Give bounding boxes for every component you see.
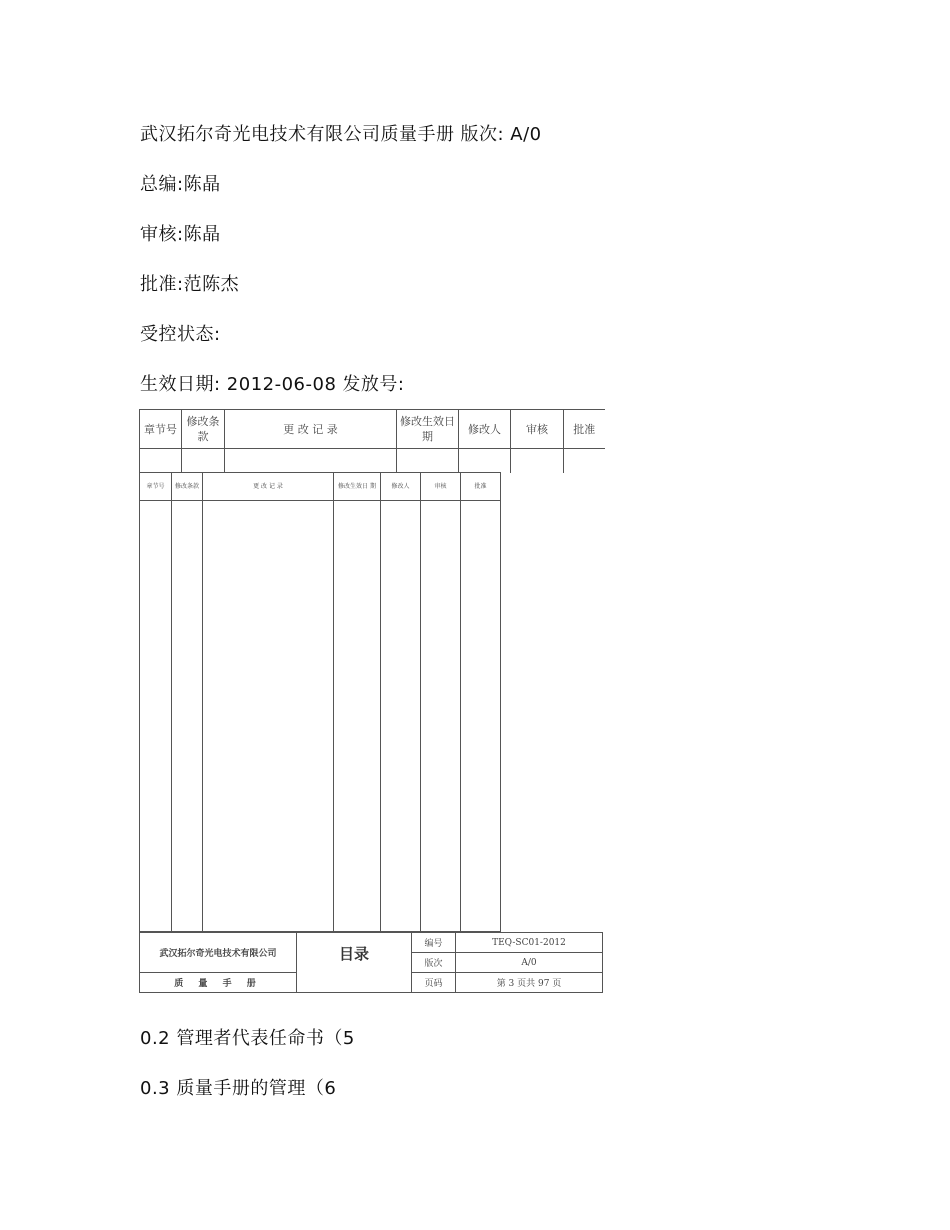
table-header-row bbox=[140, 473, 501, 501]
header-effective-date: 修改生效日 期 bbox=[334, 473, 381, 501]
document-control-block bbox=[139, 932, 603, 993]
version-label: 版次 bbox=[412, 953, 456, 973]
document-title bbox=[140, 120, 548, 146]
table-row bbox=[140, 501, 501, 932]
table-cell bbox=[203, 501, 334, 932]
header-record: 更 改 记 录 bbox=[203, 473, 334, 501]
header-clause: 修改条款 bbox=[172, 473, 203, 501]
header-approve: 批准 bbox=[564, 410, 605, 449]
version-value: A/0 bbox=[456, 953, 603, 973]
toc-item-0-3: 0.3 质量手册的管理（6 bbox=[140, 1078, 337, 1099]
block-title: 目录 bbox=[297, 933, 412, 993]
company-name: 武汉拓尔奇光电技术有限公司 bbox=[140, 933, 297, 973]
table-cell bbox=[172, 501, 203, 932]
header-modifier: 修改人 bbox=[381, 473, 421, 501]
doc-number-value: TEQ-SC01-2012 bbox=[456, 933, 603, 953]
control-status-line: 受控状态: bbox=[140, 324, 221, 345]
table-cell bbox=[140, 449, 182, 474]
change-record-table bbox=[139, 409, 605, 473]
version-label: 版次: A/0 bbox=[460, 124, 542, 145]
page-value: 第 3 页共 97 页 bbox=[456, 973, 603, 993]
table-cell bbox=[461, 501, 501, 932]
table-cell bbox=[511, 449, 564, 474]
table-row bbox=[140, 449, 605, 474]
table-cell bbox=[140, 501, 172, 932]
table-cell bbox=[182, 449, 225, 474]
header-effective-date: 修改生效日 期 bbox=[397, 410, 459, 449]
header-record: 更 改 记 录 bbox=[225, 410, 397, 449]
table-cell bbox=[564, 449, 605, 474]
header-review: 审核 bbox=[511, 410, 564, 449]
approver-line: 批准:范陈杰 bbox=[140, 274, 240, 295]
table-cell bbox=[459, 449, 511, 474]
table-header-row bbox=[140, 410, 605, 449]
table-cell bbox=[381, 501, 421, 932]
table-row bbox=[140, 933, 603, 953]
company-title: 武汉拓尔奇光电技术有限公司质量手册 bbox=[140, 124, 455, 145]
editor-line: 总编:陈晶 bbox=[140, 174, 221, 195]
header-modifier: 修改人 bbox=[459, 410, 511, 449]
change-record-table-small bbox=[139, 472, 501, 932]
table-cell bbox=[225, 449, 397, 474]
header-clause: 修改条款 bbox=[182, 410, 225, 449]
issue-number: 发放号: bbox=[342, 374, 405, 395]
effective-date-line bbox=[140, 370, 410, 396]
reviewer-line: 审核:陈晶 bbox=[140, 224, 221, 245]
table-cell bbox=[334, 501, 381, 932]
table-cell bbox=[421, 501, 461, 932]
effective-date: 生效日期: 2012-06-08 bbox=[140, 374, 337, 395]
page-label: 页码 bbox=[412, 973, 456, 993]
table-cell bbox=[397, 449, 459, 474]
doc-number-label: 编号 bbox=[412, 933, 456, 953]
header-chapter: 章节号 bbox=[140, 410, 182, 449]
header-chapter: 章节号 bbox=[140, 473, 172, 501]
toc-item-0-2: 0.2 管理者代表任命书（5 bbox=[140, 1028, 355, 1049]
header-review: 审核 bbox=[421, 473, 461, 501]
header-approve: 批准 bbox=[461, 473, 501, 501]
manual-name: 质 量 手 册 bbox=[140, 973, 297, 993]
